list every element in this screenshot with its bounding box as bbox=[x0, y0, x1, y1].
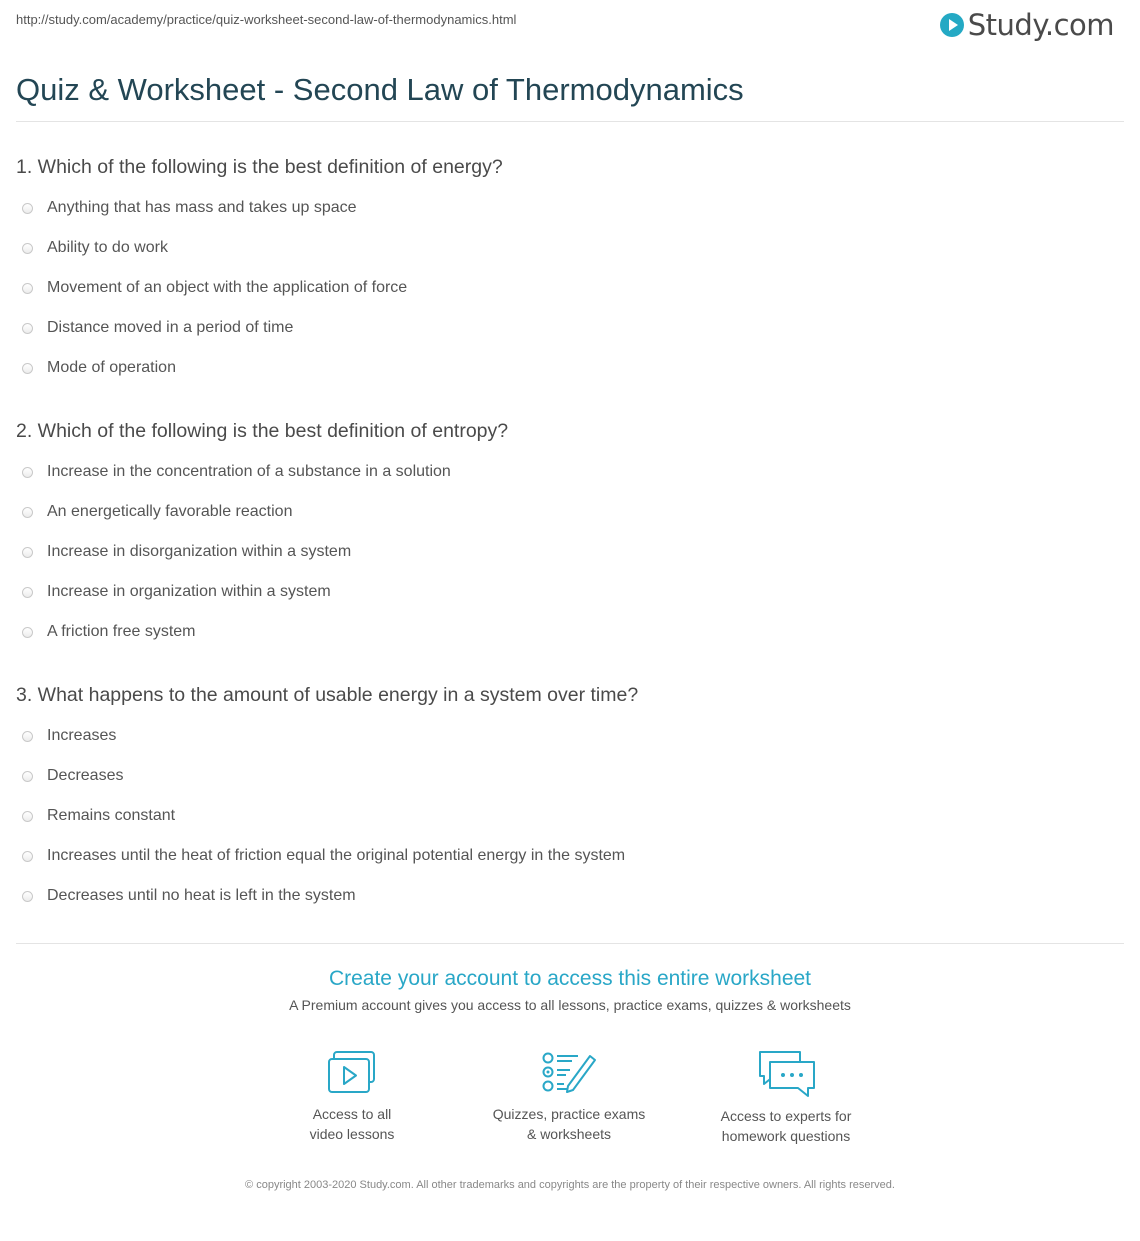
video-lesson-icon bbox=[326, 1050, 378, 1096]
radio-button[interactable] bbox=[22, 467, 33, 478]
question-1: 1. Which of the following is the best definition of energy? bbox=[16, 156, 503, 178]
option-label: Anything that has mass and takes up space bbox=[47, 199, 357, 216]
answer-option[interactable] bbox=[22, 197, 357, 219]
answer-option[interactable] bbox=[22, 541, 351, 563]
answer-option[interactable] bbox=[22, 805, 175, 827]
answer-option[interactable] bbox=[22, 357, 176, 379]
radio-button[interactable] bbox=[22, 891, 33, 902]
radio-button[interactable] bbox=[22, 507, 33, 518]
create-account-link[interactable]: Create your account to access this entire worksheet bbox=[328, 967, 812, 990]
answer-option[interactable] bbox=[22, 237, 168, 259]
answer-option[interactable] bbox=[22, 581, 331, 603]
page-url[interactable]: http://study.com/academy/practice/quiz-worksheet-second-law-of-thermodynamics.html bbox=[16, 12, 517, 27]
page-title: Quiz & Worksheet - Second Law of Thermodynamics bbox=[16, 72, 744, 107]
feature-label: Access to all video lessons bbox=[309, 1106, 395, 1142]
feature-label: Access to experts for homework questions bbox=[720, 1108, 852, 1144]
option-label: Decreases bbox=[47, 767, 124, 784]
answer-option[interactable] bbox=[22, 845, 625, 867]
feature-experts bbox=[686, 1050, 886, 1146]
play-logo-icon bbox=[940, 13, 964, 37]
radio-button[interactable] bbox=[22, 547, 33, 558]
feature-video-lessons bbox=[252, 1050, 452, 1144]
option-label: Ability to do work bbox=[47, 239, 168, 256]
radio-button[interactable] bbox=[22, 851, 33, 862]
answer-option[interactable] bbox=[22, 885, 356, 907]
question-3: 3. What happens to the amount of usable energy in a system over time? bbox=[16, 684, 639, 706]
answer-option[interactable] bbox=[22, 501, 292, 523]
cta-subtitle: A Premium account gives you access to all lessons, practice exams, quizzes & worksheets bbox=[289, 997, 851, 1013]
option-label: Increases bbox=[47, 727, 117, 744]
option-label: Remains constant bbox=[47, 807, 176, 824]
radio-button[interactable] bbox=[22, 283, 33, 294]
radio-button[interactable] bbox=[22, 203, 33, 214]
question-2: 2. Which of the following is the best definition of entropy? bbox=[16, 420, 509, 442]
radio-button[interactable] bbox=[22, 587, 33, 598]
option-label: Movement of an object with the application of force bbox=[47, 279, 408, 296]
chat-bubbles-icon bbox=[754, 1050, 818, 1098]
radio-button[interactable] bbox=[22, 243, 33, 254]
logo-text: Study.com bbox=[967, 8, 1114, 42]
answer-option[interactable] bbox=[22, 461, 451, 483]
answer-option[interactable] bbox=[22, 277, 407, 299]
radio-button[interactable] bbox=[22, 811, 33, 822]
study-logo[interactable] bbox=[940, 8, 1114, 42]
option-label: Increase in the concentration of a substance in a solution bbox=[47, 463, 451, 480]
quiz-checklist-icon bbox=[540, 1050, 598, 1096]
answer-option[interactable] bbox=[22, 765, 123, 787]
copyright-text: © copyright 2003-2020 Study.com. All other trademarks and copyrights are the property of their respective owners. All rights reserved. bbox=[245, 1179, 895, 1191]
option-label: Decreases until no heat is left in the system bbox=[47, 887, 356, 904]
option-label: Distance moved in a period of time bbox=[47, 319, 294, 336]
answer-option[interactable] bbox=[22, 621, 196, 643]
radio-button[interactable] bbox=[22, 363, 33, 374]
answer-option[interactable] bbox=[22, 317, 293, 339]
option-label: An energetically favorable reaction bbox=[47, 503, 293, 520]
cta-divider bbox=[16, 943, 1124, 944]
feature-quizzes bbox=[469, 1050, 669, 1144]
option-label: Increases until the heat of friction equal the original potential energy in the system bbox=[47, 847, 626, 864]
feature-label: Quizzes, practice exams & worksheets bbox=[492, 1106, 646, 1142]
title-divider bbox=[16, 121, 1124, 122]
option-label: Increase in disorganization within a system bbox=[47, 543, 352, 560]
radio-button[interactable] bbox=[22, 771, 33, 782]
answer-option[interactable] bbox=[22, 725, 116, 747]
top-bar bbox=[0, 0, 1140, 48]
radio-button[interactable] bbox=[22, 323, 33, 334]
radio-button[interactable] bbox=[22, 627, 33, 638]
option-label: Mode of operation bbox=[47, 359, 176, 376]
option-label: Increase in organization within a system bbox=[47, 583, 331, 600]
option-label: A friction free system bbox=[47, 623, 196, 640]
radio-button[interactable] bbox=[22, 731, 33, 742]
